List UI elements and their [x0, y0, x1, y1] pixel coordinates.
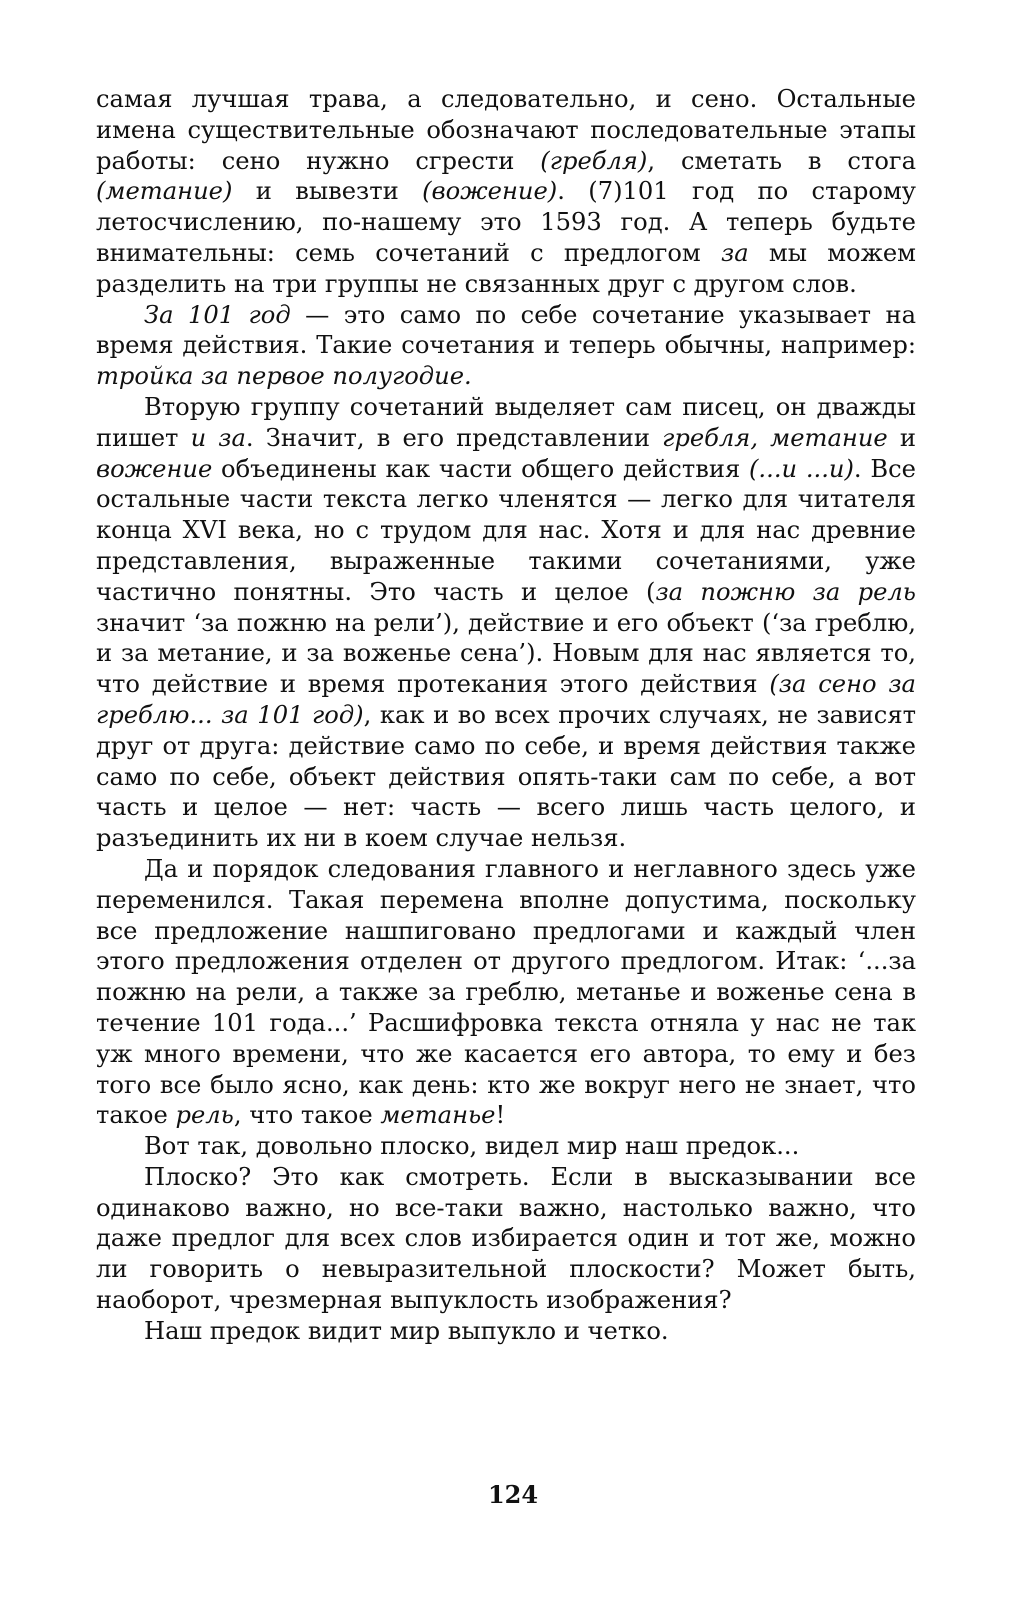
italic-text: рель	[175, 1101, 234, 1130]
text-run: Вторую группу сочетаний выделяет сам писец, он дважды пишет	[96, 392, 916, 452]
text-run: , сметать в стога	[647, 146, 916, 175]
text-run: !	[495, 1101, 506, 1130]
text-run: — это само по себе сочетание указывает на время действия. Такие сочетания и теперь обычны, например:	[96, 300, 916, 360]
text-run: , что такое	[233, 1101, 381, 1130]
paragraph	[96, 84, 916, 300]
italic-text: за пожню за рель	[655, 577, 916, 606]
text-run: значит ‘за пожню на рели’), действие и его объект (‘за греблю, и за метание, и за воженье сена’). Новым для нас является то, что действие и время протекания этого действия	[96, 608, 916, 699]
paragraph	[96, 854, 916, 1131]
italic-text: За 101 год	[144, 300, 291, 329]
text-run: , как и во всех прочих случаях, не зависят друг от друга: действие само по себе, и время действия также само по себе, объект действия опять-таки сам по себе, а вот часть и целое — нет: часть — всего лишь часть целого, и разъединить их ни в коем случае нельзя.	[96, 700, 916, 853]
italic-text: метанье	[380, 1101, 496, 1130]
text-run: . Все остальные части текста легко членятся — легко для читателя конца XVI века, но с трудом для нас. Хотя и для нас древние представления, выраженные такими сочетаниями, уже частично понятны. Это часть и целое (	[96, 454, 917, 606]
text-run: Плоско? Это как смотреть. Если в высказывании все одинаково важно, но все-таки важно, настолько важно, что даже предлог для всех слов избирается один и тот же, можно ли говорить о невыразительной плоскости? Может быть, наоборот, чрезмерная выпуклость изображения?	[96, 1162, 916, 1315]
paragraph	[96, 1131, 916, 1162]
italic-text: вожение	[96, 454, 213, 483]
text-run: и	[887, 423, 916, 452]
italic-text: (за сено за греблю... за 101 год)	[96, 670, 916, 729]
italic-text: (вожение)	[422, 177, 558, 206]
page-number: 124	[487, 1480, 539, 1509]
italic-text: (гребля)	[540, 146, 648, 175]
paragraph	[96, 300, 916, 392]
italic-text: (метание)	[96, 177, 233, 206]
text-run: самая лучшая трава, а следовательно, и сено. Остальные имена существительные обозначают последовательные этапы работы: сено нужно сгрести	[96, 85, 916, 175]
italic-text: и за	[190, 423, 246, 452]
page-body	[96, 84, 916, 1347]
text-run: Да и порядок следования главного и неглавного здесь уже переменился. Такая перемена вполне допустима, поскольку все предложение нашпиговано предлогами и каждый член этого предложения отделен от другого предлогом. Итак: ‘...за пожню на рели, а также за греблю, метанье и воженье сена в течение 101 года...’ Расшифровка текста отняла у нас не так уж много времени, что же касается его автора, то ему и без того все было ясно, как день: кто же вокруг него не знает, что такое	[96, 854, 916, 1130]
italic-text: (...и ...и)	[749, 454, 854, 483]
paragraph	[96, 392, 916, 854]
paragraph	[96, 1162, 916, 1316]
text-run: Наш предок видит мир выпукло и четко.	[144, 1316, 669, 1345]
italic-text: за	[721, 238, 749, 267]
paragraph	[96, 1316, 916, 1347]
text-run: мы можем разделить на три группы не связанных друг с другом слов.	[96, 238, 916, 298]
text-run: . Значит, в его представлении	[245, 423, 663, 452]
italic-text: гребля, метание	[662, 423, 888, 452]
text-run: Вот так, довольно плоско, видел мир наш предок...	[144, 1132, 800, 1161]
text-run: объединены как части общего действия	[212, 454, 749, 483]
text-run: и вывезти	[232, 177, 423, 206]
text-run: . (7)101 год по старому летосчислению, по-нашему это 1593 год. А теперь будьте внимательны: семь сочетаний с предлогом	[96, 177, 916, 267]
italic-text: тройка за первое полугодие.	[96, 362, 472, 391]
